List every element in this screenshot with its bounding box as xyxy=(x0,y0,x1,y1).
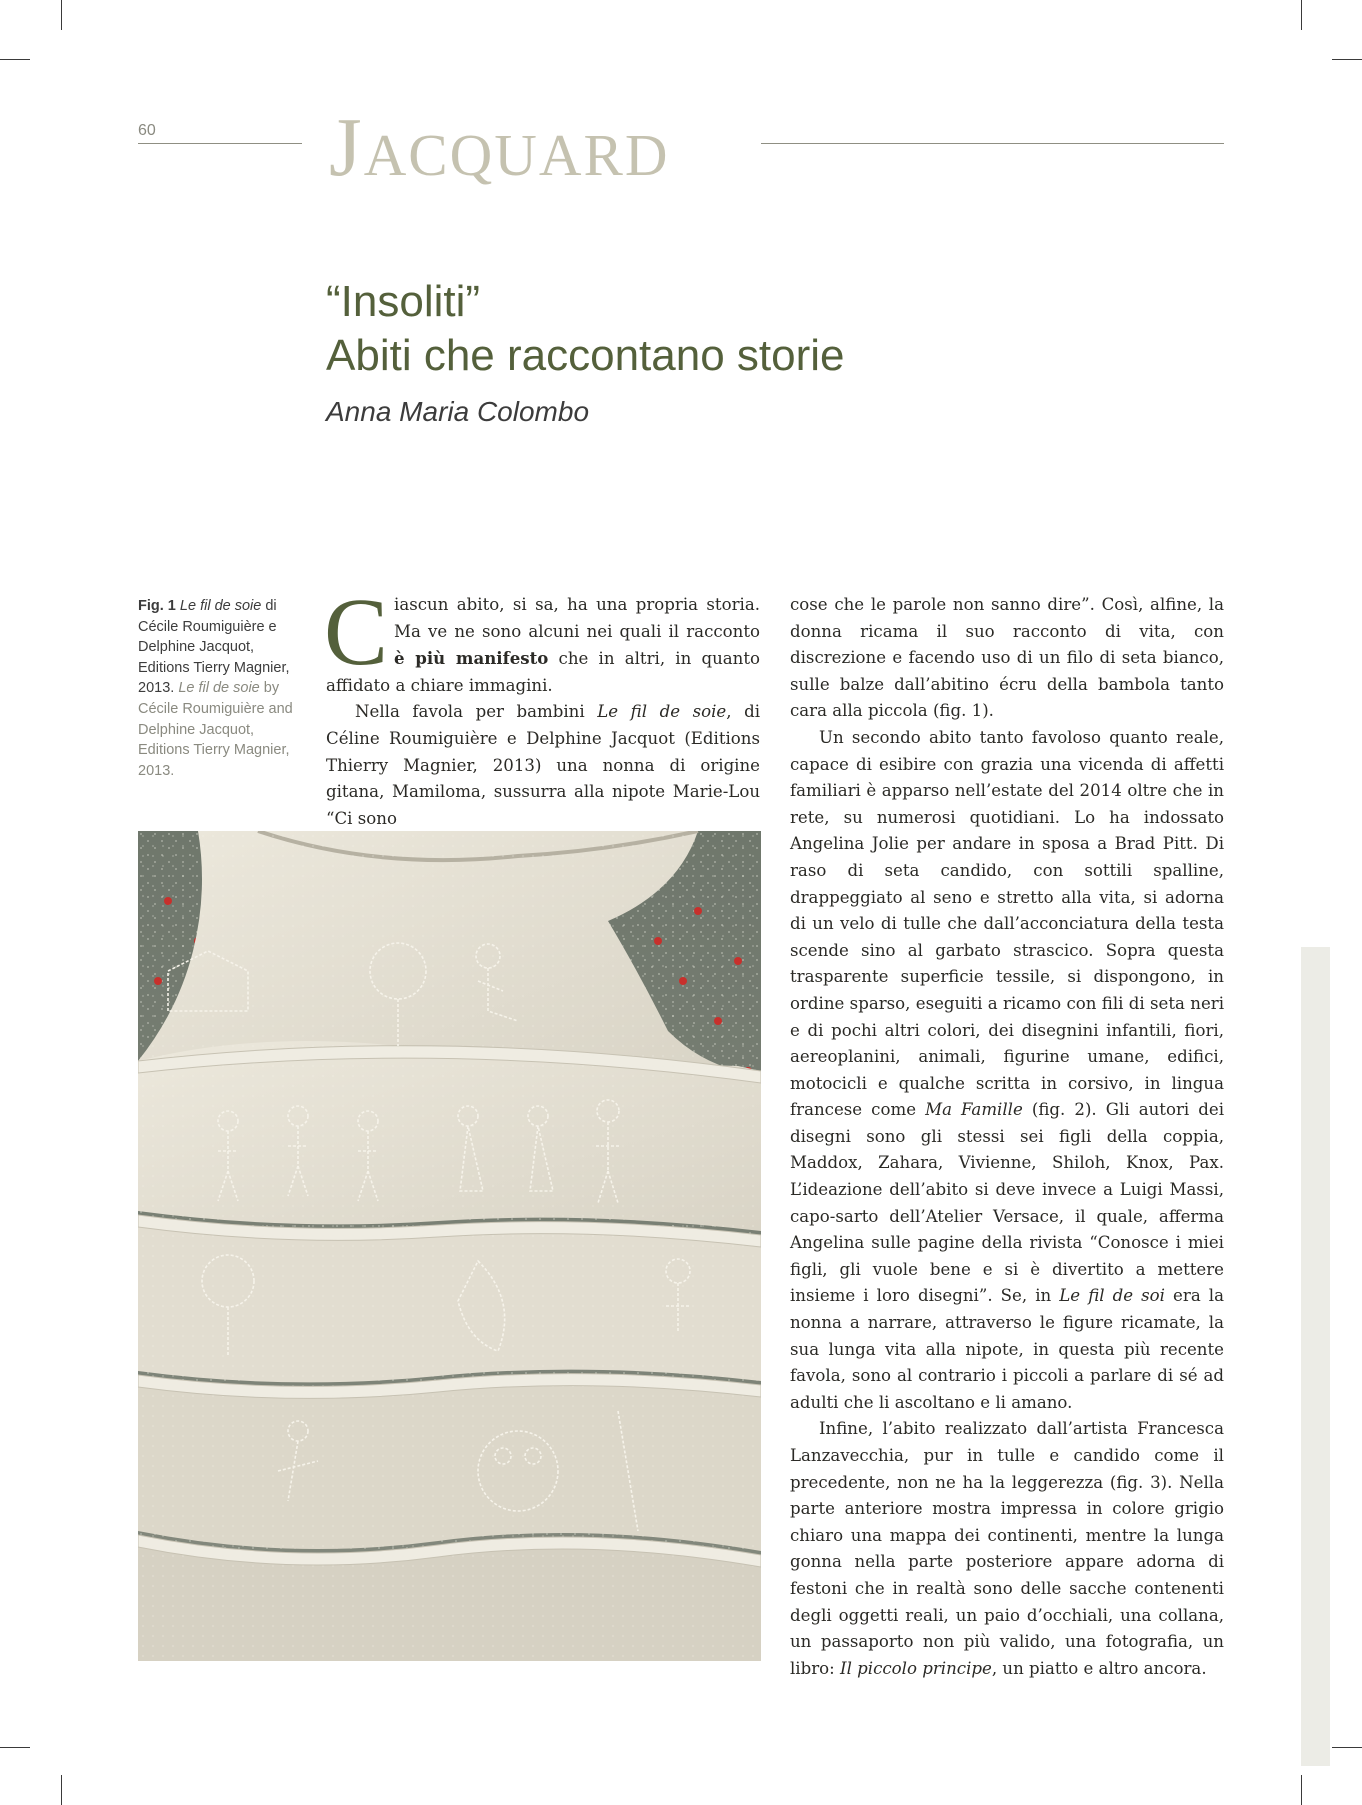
crop-mark xyxy=(61,1775,62,1805)
page-edge-tab xyxy=(1301,947,1330,1766)
caption-title-en: Le fil de soie xyxy=(178,680,260,697)
article-title-line2: Abiti che raccontano storie xyxy=(326,331,845,380)
paragraph-1 xyxy=(324,578,760,699)
paragraph-4 xyxy=(790,725,1224,1416)
body-column-right xyxy=(790,592,1224,1682)
italic-text: Ma Famille xyxy=(925,1100,1023,1120)
paragraph-3: cose che le parole non sanno dire”. Così, alfine, la donna ricama il suo racconto di vita, con discrezione e facendo uso di un filo di seta bianco, sulle balze dall’abitino écru della bambola tanto cara alla piccola (fig. 1). xyxy=(790,595,1224,721)
paragraph-5 xyxy=(790,1416,1224,1682)
figure-label: Fig. 1 xyxy=(138,598,176,614)
paragraph-text: era la nonna a narrare, attraverso le figure ricamate, la sua lunga vita alla nipote, in questa più recente favola, sono al contrario i piccoli a parlare di sé ad adulti che li ascoltano e li amano. xyxy=(790,1286,1224,1412)
caption-title-it: Le fil de soie xyxy=(179,598,262,614)
drop-cap: C xyxy=(324,578,389,685)
paragraph-text: che in altri, in quanto affidato a chiare immagini. xyxy=(326,649,760,695)
crop-mark xyxy=(1332,1747,1362,1748)
italic-text: Le fil de soi xyxy=(1059,1286,1165,1306)
italic-text: Il piccolo principe xyxy=(840,1658,992,1678)
header-rule-right xyxy=(761,143,1224,144)
paragraph-text: , di Céline Roumiguière e Delphine Jacquot (Editions Thierry Magnier, 2013) una nonna di origine gitana, Mamiloma, sussurra alla nipote Marie-Lou “Ci sono xyxy=(326,702,761,828)
italic-text: Le fil de soie xyxy=(597,702,727,722)
section-title: Jacquard xyxy=(329,101,670,194)
paragraph-text: (fig. 2). Gli autori dei disegni sono gli stessi sei figli della coppia, Maddox, Zahara, Vivienne, Shiloh, Knox, Pax. L’ideazione dell’abito si deve invece a Luigi Massi, capo-sarto dell’Atelier Versace, il quale, afferma Angelina sulle pagine della rivista “Conosce i miei figli, gli vuole bene e si è divertito a mettere insieme i loro disegni”. Se, in xyxy=(790,1100,1225,1306)
caption-text-it: di Cécile Roumiguière e Delphine Jacquot, Editions Tierry Magnier, 2013. xyxy=(138,598,290,697)
paragraph-text: Nella favola per bambini xyxy=(355,702,598,722)
page-number: 60 xyxy=(138,122,156,139)
figure-caption xyxy=(138,596,298,781)
crop-mark xyxy=(61,0,62,30)
header-rule-left xyxy=(138,143,302,144)
paragraph-2 xyxy=(326,699,760,832)
crop-mark xyxy=(0,1747,30,1748)
crop-mark xyxy=(1301,0,1302,30)
crop-mark xyxy=(0,59,30,60)
figure-1-image xyxy=(138,831,761,1661)
paragraph-text: Un secondo abito tanto favoloso quanto reale, capace di esibire con grazia una vicenda di affetti familiari è apparso nell’estate del 2014 oltre che in rete, su numerosi quotidiani. Lo ha indossato Angelina Jolie per andare in sposa a Brad Pitt. Di raso di seta candido, con sottili spalline, drappeggiato al seno e stretto alla vita, si adorna di un velo di tulle che dall’acconciatura della testa scende sino al garbato strascico. Sopra questa trasparente superficie tessile, si dispongono, in ordine sparso, eseguiti a ricamo con fili di seta neri e di pochi altri colori, dei disegnini infantili, fiori, aereoplanini, animali, figurine umane, edifici, motocicli e qualche scritta in corsivo, in lingua francese come xyxy=(790,727,1224,1120)
body-column-left xyxy=(324,578,761,832)
crop-mark xyxy=(1301,1775,1302,1805)
bold-text: è più manifesto xyxy=(394,648,549,669)
paragraph-text: , un piatto e altro ancora. xyxy=(991,1658,1207,1678)
crop-mark xyxy=(1332,59,1362,60)
paragraph-text: iascun abito, si sa, ha una propria storia. Ma ve ne sono alcuni nei quali il racconto xyxy=(394,595,760,641)
caption-text-en: by Cécile Roumiguière and Delphine Jacquot, Editions Tierry Magnier, 2013. xyxy=(138,680,293,779)
article-title-line1: “Insoliti” xyxy=(326,277,481,326)
author-name: Anna Maria Colombo xyxy=(326,396,590,427)
paragraph-text: Infine, l’abito realizzato dall’artista Francesca Lanzavecchia, pur in tulle e candido come il precedente, non ne ha la leggerezza (fig. 3). Nella parte anteriore mostra impressa in colore grigio chiaro una mappa dei continenti, mentre la lunga gonna nella parte posteriore appare adorna di festoni che in realtà sono delle sacche contenenti degli oggetti reali, un paio d’occhiali, una collana, un passaporto non più valido, una fotografia, un libro: xyxy=(790,1419,1224,1678)
